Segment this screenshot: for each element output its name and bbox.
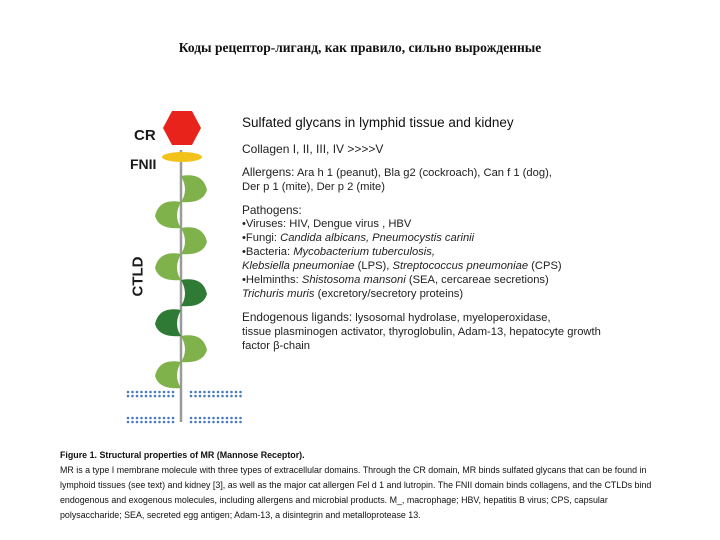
membrane-dot: [239, 395, 242, 398]
fungi-names: Candida albicans, Pneumocystis carinii: [280, 232, 475, 244]
membrane-dot: [172, 395, 175, 398]
membrane-dot: [208, 395, 211, 398]
membrane-dot: [221, 395, 224, 398]
membrane-dot: [131, 421, 134, 424]
membrane-dot: [149, 395, 152, 398]
sea-text: (SEA, cercareae secretions): [405, 274, 549, 286]
membrane-dot: [140, 421, 143, 424]
membrane-dot: [208, 391, 211, 394]
ctld-lobe: [181, 175, 207, 202]
ctld-lobe: [155, 361, 181, 388]
membrane-dot: [136, 421, 139, 424]
membrane-dot: [230, 395, 233, 398]
membrane-dot: [239, 421, 242, 424]
membrane-dot: [131, 395, 134, 398]
cps-text: (CPS): [528, 260, 562, 272]
ctld-lobe: [155, 201, 181, 228]
bacteria-name: Mycobacterium tuberculosis,: [293, 246, 435, 258]
ctld-lobe: [181, 227, 207, 254]
klebsiella-name: Klebsiella pneumoniae: [242, 260, 355, 272]
fungi-prefix: •Fungi:: [242, 232, 281, 244]
trichuris-text: (excretory/secretory proteins): [314, 288, 464, 300]
membrane-dot: [172, 417, 175, 420]
membrane-dot: [149, 417, 152, 420]
endogenous-title: Endogenous ligands:: [242, 310, 353, 324]
streptococcus-name: Streptococcus pneumoniae: [392, 260, 529, 272]
membrane-dot: [167, 417, 170, 420]
membrane-dot: [190, 395, 193, 398]
membrane-dot: [235, 417, 238, 420]
membrane-dot: [226, 391, 229, 394]
membrane-dot: [230, 391, 233, 394]
membrane-dot: [136, 391, 139, 394]
membrane-dot: [154, 421, 157, 424]
ctld-lobe: [181, 279, 207, 306]
membrane-dot: [154, 391, 157, 394]
membrane-dot: [127, 391, 130, 394]
membrane-dot: [145, 421, 148, 424]
membrane-dot: [217, 395, 220, 398]
ctld-lobe: [155, 309, 181, 336]
membrane-dot: [167, 395, 170, 398]
membrane-dot: [217, 417, 220, 420]
trichuris-name: Trichuris muris: [242, 288, 315, 300]
ctld-lobe: [155, 253, 181, 280]
membrane-dot: [145, 417, 148, 420]
membrane-dot: [158, 391, 161, 394]
membrane-dot: [158, 417, 161, 420]
allergens-line-1: Ara h 1 (peanut), Bla g2 (cockroach), Can f 1 (dog),: [294, 167, 552, 179]
membrane-dot: [221, 391, 224, 394]
membrane-dot: [136, 395, 139, 398]
membrane-dot: [158, 395, 161, 398]
membrane-dot: [172, 421, 175, 424]
membrane-dot: [212, 395, 215, 398]
cr-label: CR: [134, 127, 156, 144]
membrane-dot: [140, 391, 143, 394]
membrane-dot: [190, 421, 193, 424]
membrane-dot: [230, 421, 233, 424]
allergens-block: [242, 165, 680, 194]
membrane-dot: [154, 417, 157, 420]
membrane-dot: [163, 391, 166, 394]
allergens-title: Allergens:: [242, 165, 295, 179]
membrane-dot: [190, 417, 193, 420]
membrane-dot: [239, 417, 242, 420]
membrane-dot: [163, 417, 166, 420]
cell-membrane: [127, 391, 242, 424]
collagen-line: Collagen I, II, III, IV >>>>V: [242, 142, 384, 156]
lps-text: (LPS),: [354, 260, 393, 272]
membrane-dot: [199, 417, 202, 420]
membrane-dot: [194, 417, 197, 420]
membrane-dot: [208, 417, 211, 420]
membrane-dot: [172, 391, 175, 394]
membrane-dot: [217, 421, 220, 424]
membrane-dot: [127, 417, 130, 420]
schistosoma-name: Shistosoma mansoni: [301, 274, 406, 286]
membrane-dot: [235, 391, 238, 394]
viruses-line: •Viruses: HIV, Dengue virus , HBV: [242, 218, 412, 230]
membrane-dot: [167, 391, 170, 394]
membrane-dot: [158, 421, 161, 424]
membrane-dot: [154, 395, 157, 398]
membrane-dot: [199, 395, 202, 398]
membrane-dot: [208, 421, 211, 424]
endogenous-line-2: tissue plasminogen activator, thyroglobulin, Adam-13, hepatocyte growth: [242, 326, 601, 338]
membrane-dot: [203, 417, 206, 420]
bacteria-prefix: •Bacteria:: [242, 246, 294, 258]
membrane-dot: [145, 391, 148, 394]
pathogens-block: [242, 203, 680, 301]
membrane-dot: [226, 395, 229, 398]
endogenous-block: [242, 310, 680, 353]
membrane-dot: [145, 395, 148, 398]
ctld-lobe: [181, 335, 207, 362]
membrane-dot: [212, 421, 215, 424]
fnii-label: FNII: [130, 156, 157, 172]
membrane-dot: [203, 421, 206, 424]
membrane-dot: [217, 391, 220, 394]
membrane-dot: [136, 417, 139, 420]
membrane-dot: [199, 421, 202, 424]
membrane-dot: [163, 421, 166, 424]
ligand-list: [242, 116, 680, 362]
membrane-dot: [203, 391, 206, 394]
pathogens-title: Pathogens:: [242, 203, 302, 217]
membrane-dot: [190, 391, 193, 394]
membrane-dot: [194, 421, 197, 424]
caption-body: MR is a type I membrane molecule with three types of extracellular domains. Through the CR domain, MR binds sulfated glycans that can be found in lymphoid tissues (see text) and kidney [3], as well as the major cat allergen Fel d 1 and lutropin. The FNII domain binds collagens, and the CTLDs bind endogenous and exogenous molecules, including allergens and microbial products. M_, macrophage; HBV, hepatitis B virus; CPS, capsular polysaccharide; SEA, secreted egg antigen; Adam-13, a disintegrin and metalloprotease 13.: [60, 465, 652, 520]
membrane-dot: [199, 391, 202, 394]
caption-title: Figure 1. Structural properties of MR (Mannose Receptor).: [60, 450, 305, 460]
ctld-label: CTLD: [129, 256, 147, 297]
membrane-dot: [149, 421, 152, 424]
membrane-dot: [212, 417, 215, 420]
membrane-dot: [235, 395, 238, 398]
figure-caption: [60, 448, 660, 523]
membrane-dot: [140, 417, 143, 420]
membrane-dot: [127, 421, 130, 424]
membrane-dot: [226, 421, 229, 424]
membrane-dot: [239, 391, 242, 394]
membrane-dot: [167, 421, 170, 424]
membrane-dot: [230, 417, 233, 420]
membrane-dot: [131, 417, 134, 420]
helminths-prefix: •Helminths:: [242, 274, 302, 286]
allergens-line-2: Der p 1 (mite), Der p 2 (mite): [242, 181, 385, 193]
membrane-dot: [127, 395, 130, 398]
cr-domain: [163, 111, 201, 145]
membrane-dot: [149, 391, 152, 394]
endogenous-line-3: factor β-chain: [242, 340, 310, 352]
membrane-dot: [221, 421, 224, 424]
membrane-dot: [235, 421, 238, 424]
membrane-dot: [226, 417, 229, 420]
membrane-dot: [194, 395, 197, 398]
membrane-dot: [221, 417, 224, 420]
figure-panel: [120, 100, 680, 440]
fnii-domain: [162, 152, 202, 162]
membrane-dot: [140, 395, 143, 398]
membrane-dot: [194, 391, 197, 394]
membrane-dot: [163, 395, 166, 398]
sulfated-glycans-heading: Sulfated glycans in lymphid tissue and kidney: [242, 115, 514, 130]
endogenous-line-1: lysosomal hydrolase, myeloperoxidase,: [352, 312, 551, 324]
membrane-dot: [131, 391, 134, 394]
slide-title: Коды рецептор-лиганд, как правило, сильно вырожденные: [178, 40, 542, 55]
membrane-dot: [203, 395, 206, 398]
membrane-dot: [212, 391, 215, 394]
